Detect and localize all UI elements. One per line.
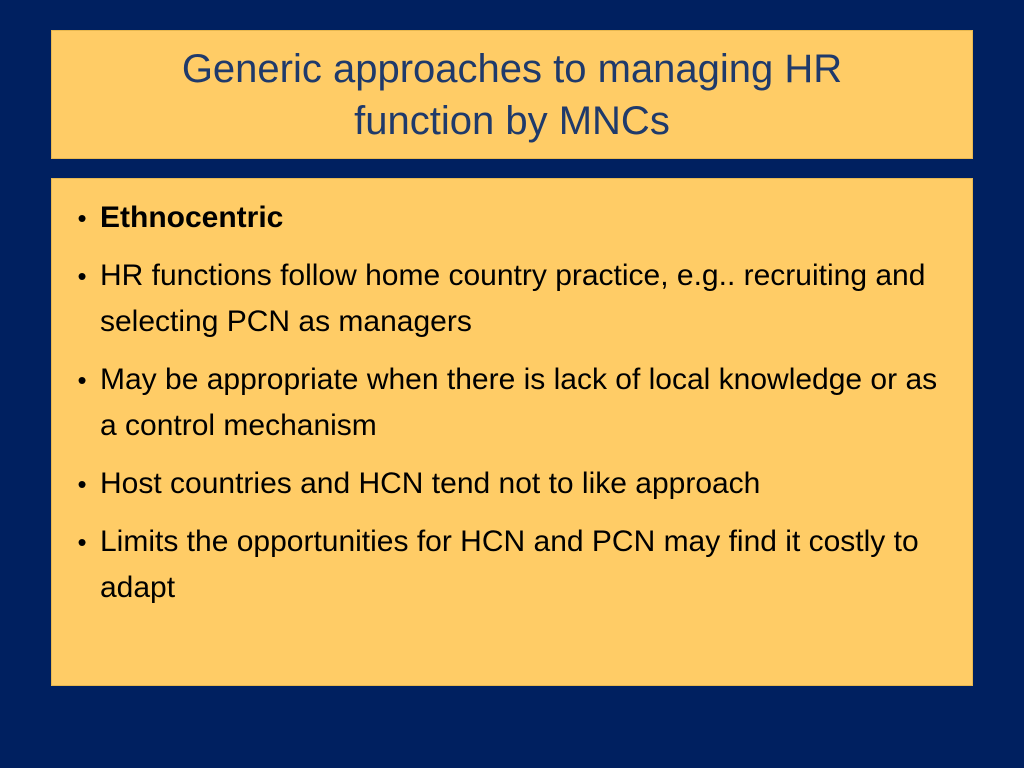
- bullet-icon: •: [77, 261, 87, 291]
- bullet-text: Limits the opportunities for HCN and PCN may find it costly to adapt: [100, 525, 919, 604]
- bullet-icon: •: [77, 527, 87, 557]
- bullet-text: Ethnocentric: [100, 201, 284, 234]
- bullet-text: May be appropriate when there is lack of local knowledge or as a control mechanism: [100, 363, 938, 442]
- bullet-text: Host countries and HCN tend not to like approach: [100, 467, 761, 500]
- slide-title: Generic approaches to managing HR function by MNCs: [181, 46, 843, 143]
- bullet-item-home-country: [64, 253, 952, 345]
- bullet-icon: •: [77, 203, 87, 233]
- bullet-list: [52, 179, 972, 611]
- bullet-item-appropriate: [64, 357, 952, 449]
- bullet-item-ethnocentric: [64, 195, 952, 241]
- bullet-text: HR functions follow home country practice, e.g.. recruiting and selecting PCN as managers: [100, 259, 926, 338]
- title-box: [51, 30, 973, 159]
- bullet-icon: •: [77, 469, 87, 499]
- bullet-icon: •: [77, 365, 87, 395]
- content-box: [51, 178, 973, 686]
- bullet-item-host-countries: [64, 461, 952, 507]
- bullet-item-limits: [64, 519, 952, 611]
